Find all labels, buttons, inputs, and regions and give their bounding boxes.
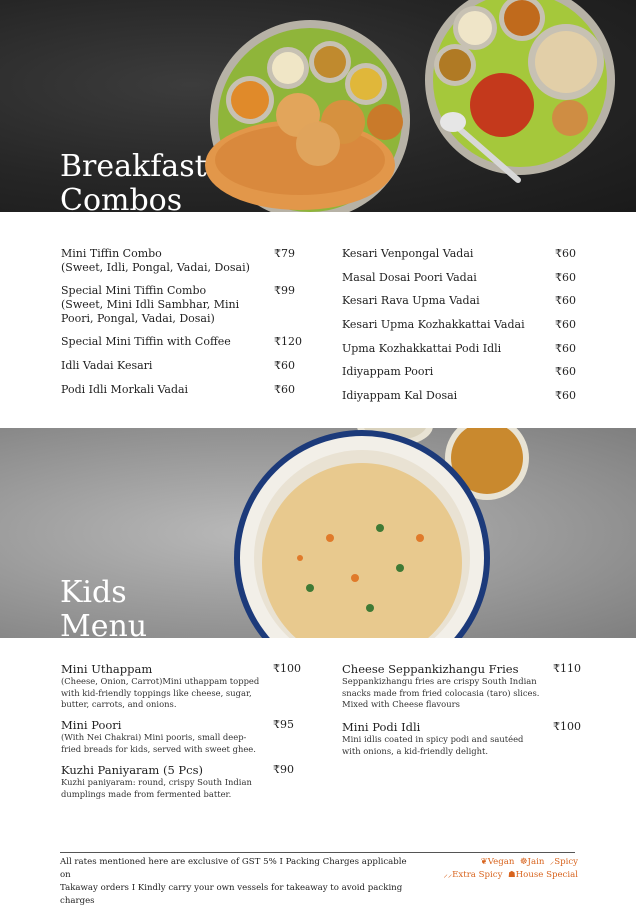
legend-spicy: Spicy [554,857,578,867]
item-name: Special Mini Tiffin with Coffee [61,335,231,348]
item-price: ₹60 [555,389,576,403]
double-chili-icon: ⸝⸝ [443,870,453,880]
menu-item [61,662,301,712]
item-name: Cheese Seppankizhangu Fries [342,662,519,676]
item-description: Kuzhi paniyaram: round, crispy South Indian dumplings made from fermented batter. [61,777,252,799]
item-description: Mini idlis coated in spicy podi and sautéed with onions, a kid-friendly delight. [342,734,524,756]
item-price: ₹100 [553,720,581,733]
jain-icon: ☸ [519,857,528,867]
house-special-icon: ☗ [507,870,516,880]
legend-house-special: House Special [515,870,578,880]
item-price: ₹60 [555,247,576,260]
footer-note [60,856,420,908]
footer-divider [60,852,575,853]
kids-menu-left [61,662,301,803]
legend-vegan: Vegan [487,857,515,867]
item-name: Mini Uthappam [61,662,153,676]
item-description: Seppankizhangu fries are crispy South Indian snacks made from fried colocasia (taro) slices. Mixed with Cheese flavours [342,676,540,709]
item-name: Masal Dosai Poori Vadai [342,270,477,284]
kids-title-line2: Menu [60,609,148,644]
item-price: ₹60 [274,359,295,372]
item-price: ₹90 [273,763,294,776]
item-name: Idiyappam Poori [342,365,434,379]
menu-item [342,318,582,342]
menu-item [342,720,582,760]
item-name: Podi Idli Morkali Vadai [61,383,189,396]
item-price: ₹100 [273,662,301,675]
menu-item [342,389,582,413]
kids-section-title [60,576,147,644]
breakfast-title-line2: Combos [60,183,183,218]
item-price: ₹60 [555,318,576,332]
legend-jain: Jain [527,857,545,867]
vegan-icon: ❦ [480,857,488,867]
item-price: ₹95 [273,718,294,731]
chili-icon: ⸝ [549,857,555,867]
breakfast-section-title [60,150,207,218]
menu-item [61,359,301,383]
item-description: (Cheese, Onion, Carrot)Mini uthappam topped with kid-friendly toppings like cheese, sugar, butter, carrots, and onions. [61,676,260,709]
item-name: Mini Tiffin Combo (Sweet, Idli, Pongal, Vadai, Dosai) [61,247,250,274]
breakfast-title-line1: Breakfast [60,149,207,184]
menu-item [61,247,301,282]
menu-item [61,284,301,335]
menu-item [342,365,582,389]
item-price: ₹79 [274,247,295,260]
menu-item [342,247,582,271]
item-name: Kesari Rava Upma Vadai [342,294,480,308]
item-price: ₹60 [274,383,295,396]
item-name: Kesari Upma Kozhakkattai Vadai [342,318,525,332]
menu-item [342,342,582,366]
legend-extra-spicy: Extra Spicy [452,870,503,880]
dietary-legend [430,856,578,882]
item-name: Mini Podi Idli [342,720,421,734]
footer-line-1: All rates mentioned here are exclusive of GST 5% I Packing Charges applicable on [60,857,407,880]
breakfast-menu-right [342,247,582,413]
item-price: ₹60 [555,270,576,284]
item-name: Idli Vadai Kesari [61,359,153,372]
menu-item [61,383,301,407]
kids-menu-right [342,662,582,760]
menu-item [61,763,301,803]
item-price: ₹60 [555,294,576,308]
item-price: ₹60 [555,341,576,355]
item-price: ₹99 [274,284,295,297]
item-name: Kesari Venpongal Vadai [342,247,474,260]
breakfast-menu-left [61,247,301,407]
menu-item [342,662,582,712]
item-name: Special Mini Tiffin Combo (Sweet, Mini Idli Sambhar, Mini Poori, Pongal, Vadai, Dosai) [61,284,240,325]
menu-item [61,335,301,359]
item-price: ₹60 [555,365,576,379]
menu-item [61,718,301,761]
item-name: Kuzhi Paniyaram (5 Pcs) [61,763,203,777]
item-name: Mini Poori [61,718,122,732]
menu-item [342,294,582,318]
menu-item [342,271,582,295]
item-name: Upma Kozhakkattai Podi Idli [342,341,502,355]
kids-title-line1: Kids [60,575,127,610]
footer-line-2: Takaway orders I Kindly carry your own vessels for takeaway to avoid packing charges [60,883,403,906]
item-price: ₹110 [553,662,581,675]
item-name: Idiyappam Kal Dosai [342,389,458,403]
item-price: ₹120 [274,335,302,348]
item-description: (With Nei Chakrai) Mini pooris, small deep-fried breads for kids, served with sweet ghee. [61,732,256,754]
